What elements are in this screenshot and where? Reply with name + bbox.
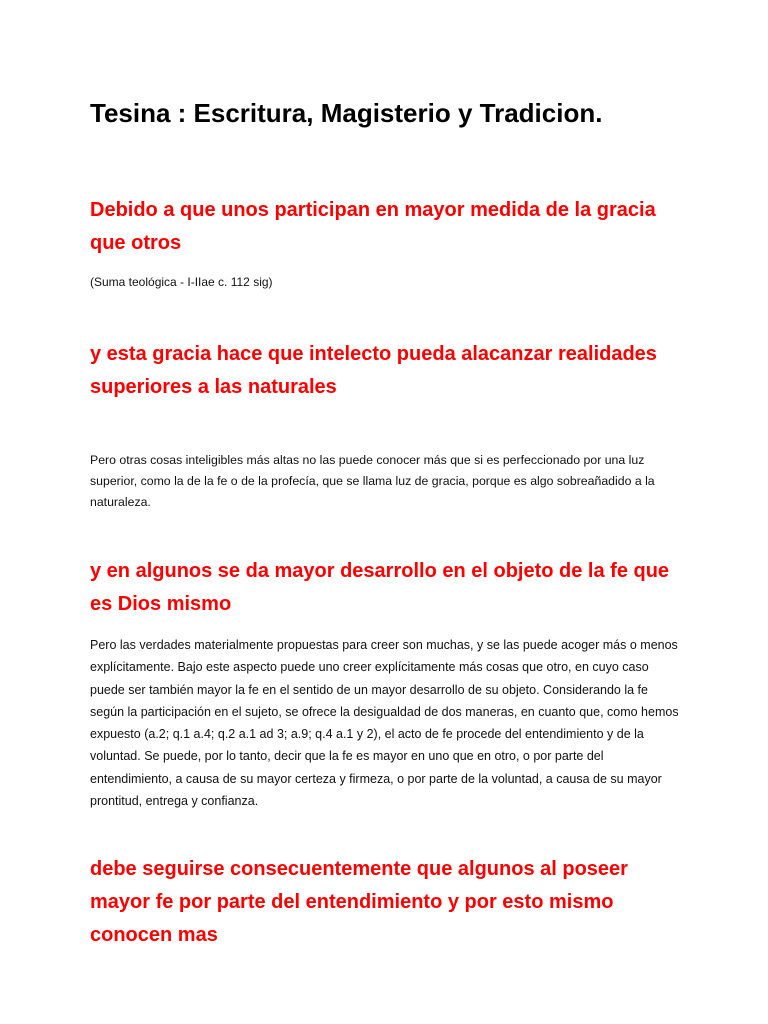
section-heading-3: y en algunos se da mayor desarrollo en el objeto de la fe que es Dios mismo xyxy=(90,560,670,615)
section-paragraph-2: Pero otras cosas inteligibles más altas no las puede conocer más que si es perfeccionado por una luz superior, como la de la fe o de la profecía, que se llama luz de gracia, porque es algo sobreañadido a la naturaleza. xyxy=(90,453,655,509)
section-paragraph-3: Pero las verdades materialmente propuestas para creer son muchas, y se las puede acoger más o menos explícitamente. Bajo este aspecto puede uno creer explícitamente más cosas que otro, en cuyo caso puede ser también mayor la fe en el sentido de un mayor desarrollo de su objeto. Considerando la fe según la participación en el sujeto, se ofrece la desigualdad de dos maneras, en cuanto que, como hemos expuesto (a.2; q.1 a.4; q.2 a.1 ad 3; a.9; q.4 a.1 y 2), el acto de fe procede del entendimiento y de la voluntad. Se puede, por lo tanto, decir que la fe es mayor en uno que en otro, o por parte del entendimiento, a causa de su mayor certeza y firmeza, o por parte de la voluntad, a causa de su mayor prontitud, entrega y confianza. xyxy=(90,638,679,809)
section-heading-1: Debido a que unos participan en mayor medida de la gracia que otros xyxy=(90,199,656,254)
source-citation: (Suma teológica - I-IIae c. 112 sig) xyxy=(90,275,273,289)
document-title: Tesina : Escritura, Magisterio y Tradicion. xyxy=(90,98,603,128)
section-heading-4: debe seguirse consecuentemente que algunos al poseer mayor fe por parte del entendimiento y por esto mismo conocen mas xyxy=(90,858,628,946)
section-heading-2: y esta gracia hace que intelecto pueda alacanzar realidades superiores a las naturales xyxy=(90,343,657,398)
